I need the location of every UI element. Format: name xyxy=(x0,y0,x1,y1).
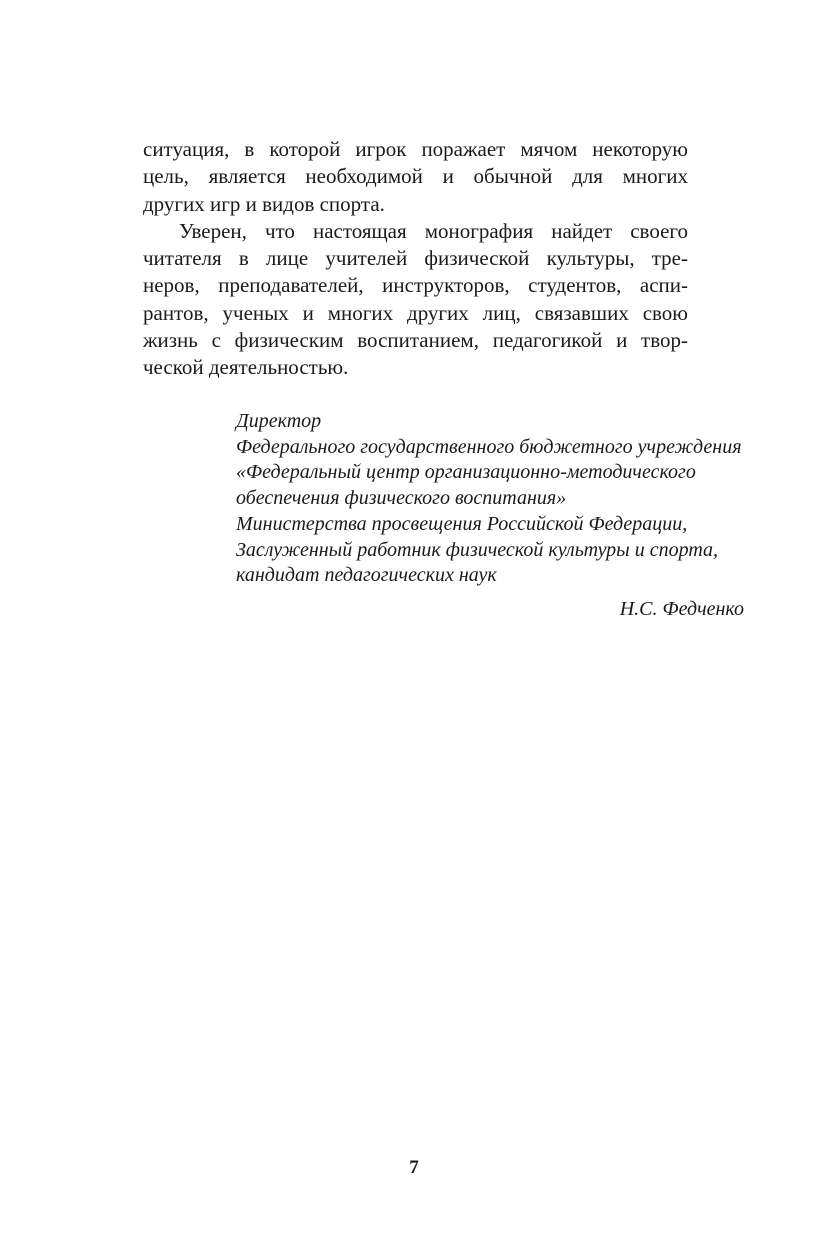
signature-title-line: Заслуженный работник физической культуры и спорта, xyxy=(236,538,719,561)
signature-title-line: Министерства просвещения Российской Федерации, xyxy=(236,512,688,535)
body-line: ческой деятельностью. xyxy=(143,355,349,380)
body-line: жизнь с физическим воспитанием, педагогикой и твор- xyxy=(143,328,688,353)
signature-title-line: кандидат педагогических наук xyxy=(236,564,497,587)
body-line: цель, является необходимой и обычной для многих xyxy=(143,164,688,189)
signature-title-line: «Федеральный центр организационно-методического xyxy=(236,461,696,484)
body-line: читателя в лице учителей физической культуры, тре- xyxy=(143,246,688,271)
page-number: 7 xyxy=(409,1157,419,1178)
signature-name: Н.С. Федченко xyxy=(619,598,744,620)
body-line: других игр и видов спорта. xyxy=(143,191,385,216)
body-text xyxy=(143,136,688,382)
signature-block xyxy=(236,409,756,589)
body-line: рантов, ученых и многих других лиц, связавших свою xyxy=(143,300,688,325)
body-line: Уверен, что настоящая монография найдет своего xyxy=(179,218,688,243)
body-line: ситуация, в которой игрок поражает мячом некоторую xyxy=(143,137,688,161)
body-line: неров, преподавателей, инструкторов, студентов, аспи- xyxy=(143,273,688,298)
signature-title-line: Федерального государственного бюджетного учреждения xyxy=(236,435,742,458)
signature-title-line: Директор xyxy=(236,410,322,432)
signature-title-line: обеспечения физического воспитания» xyxy=(236,487,567,510)
